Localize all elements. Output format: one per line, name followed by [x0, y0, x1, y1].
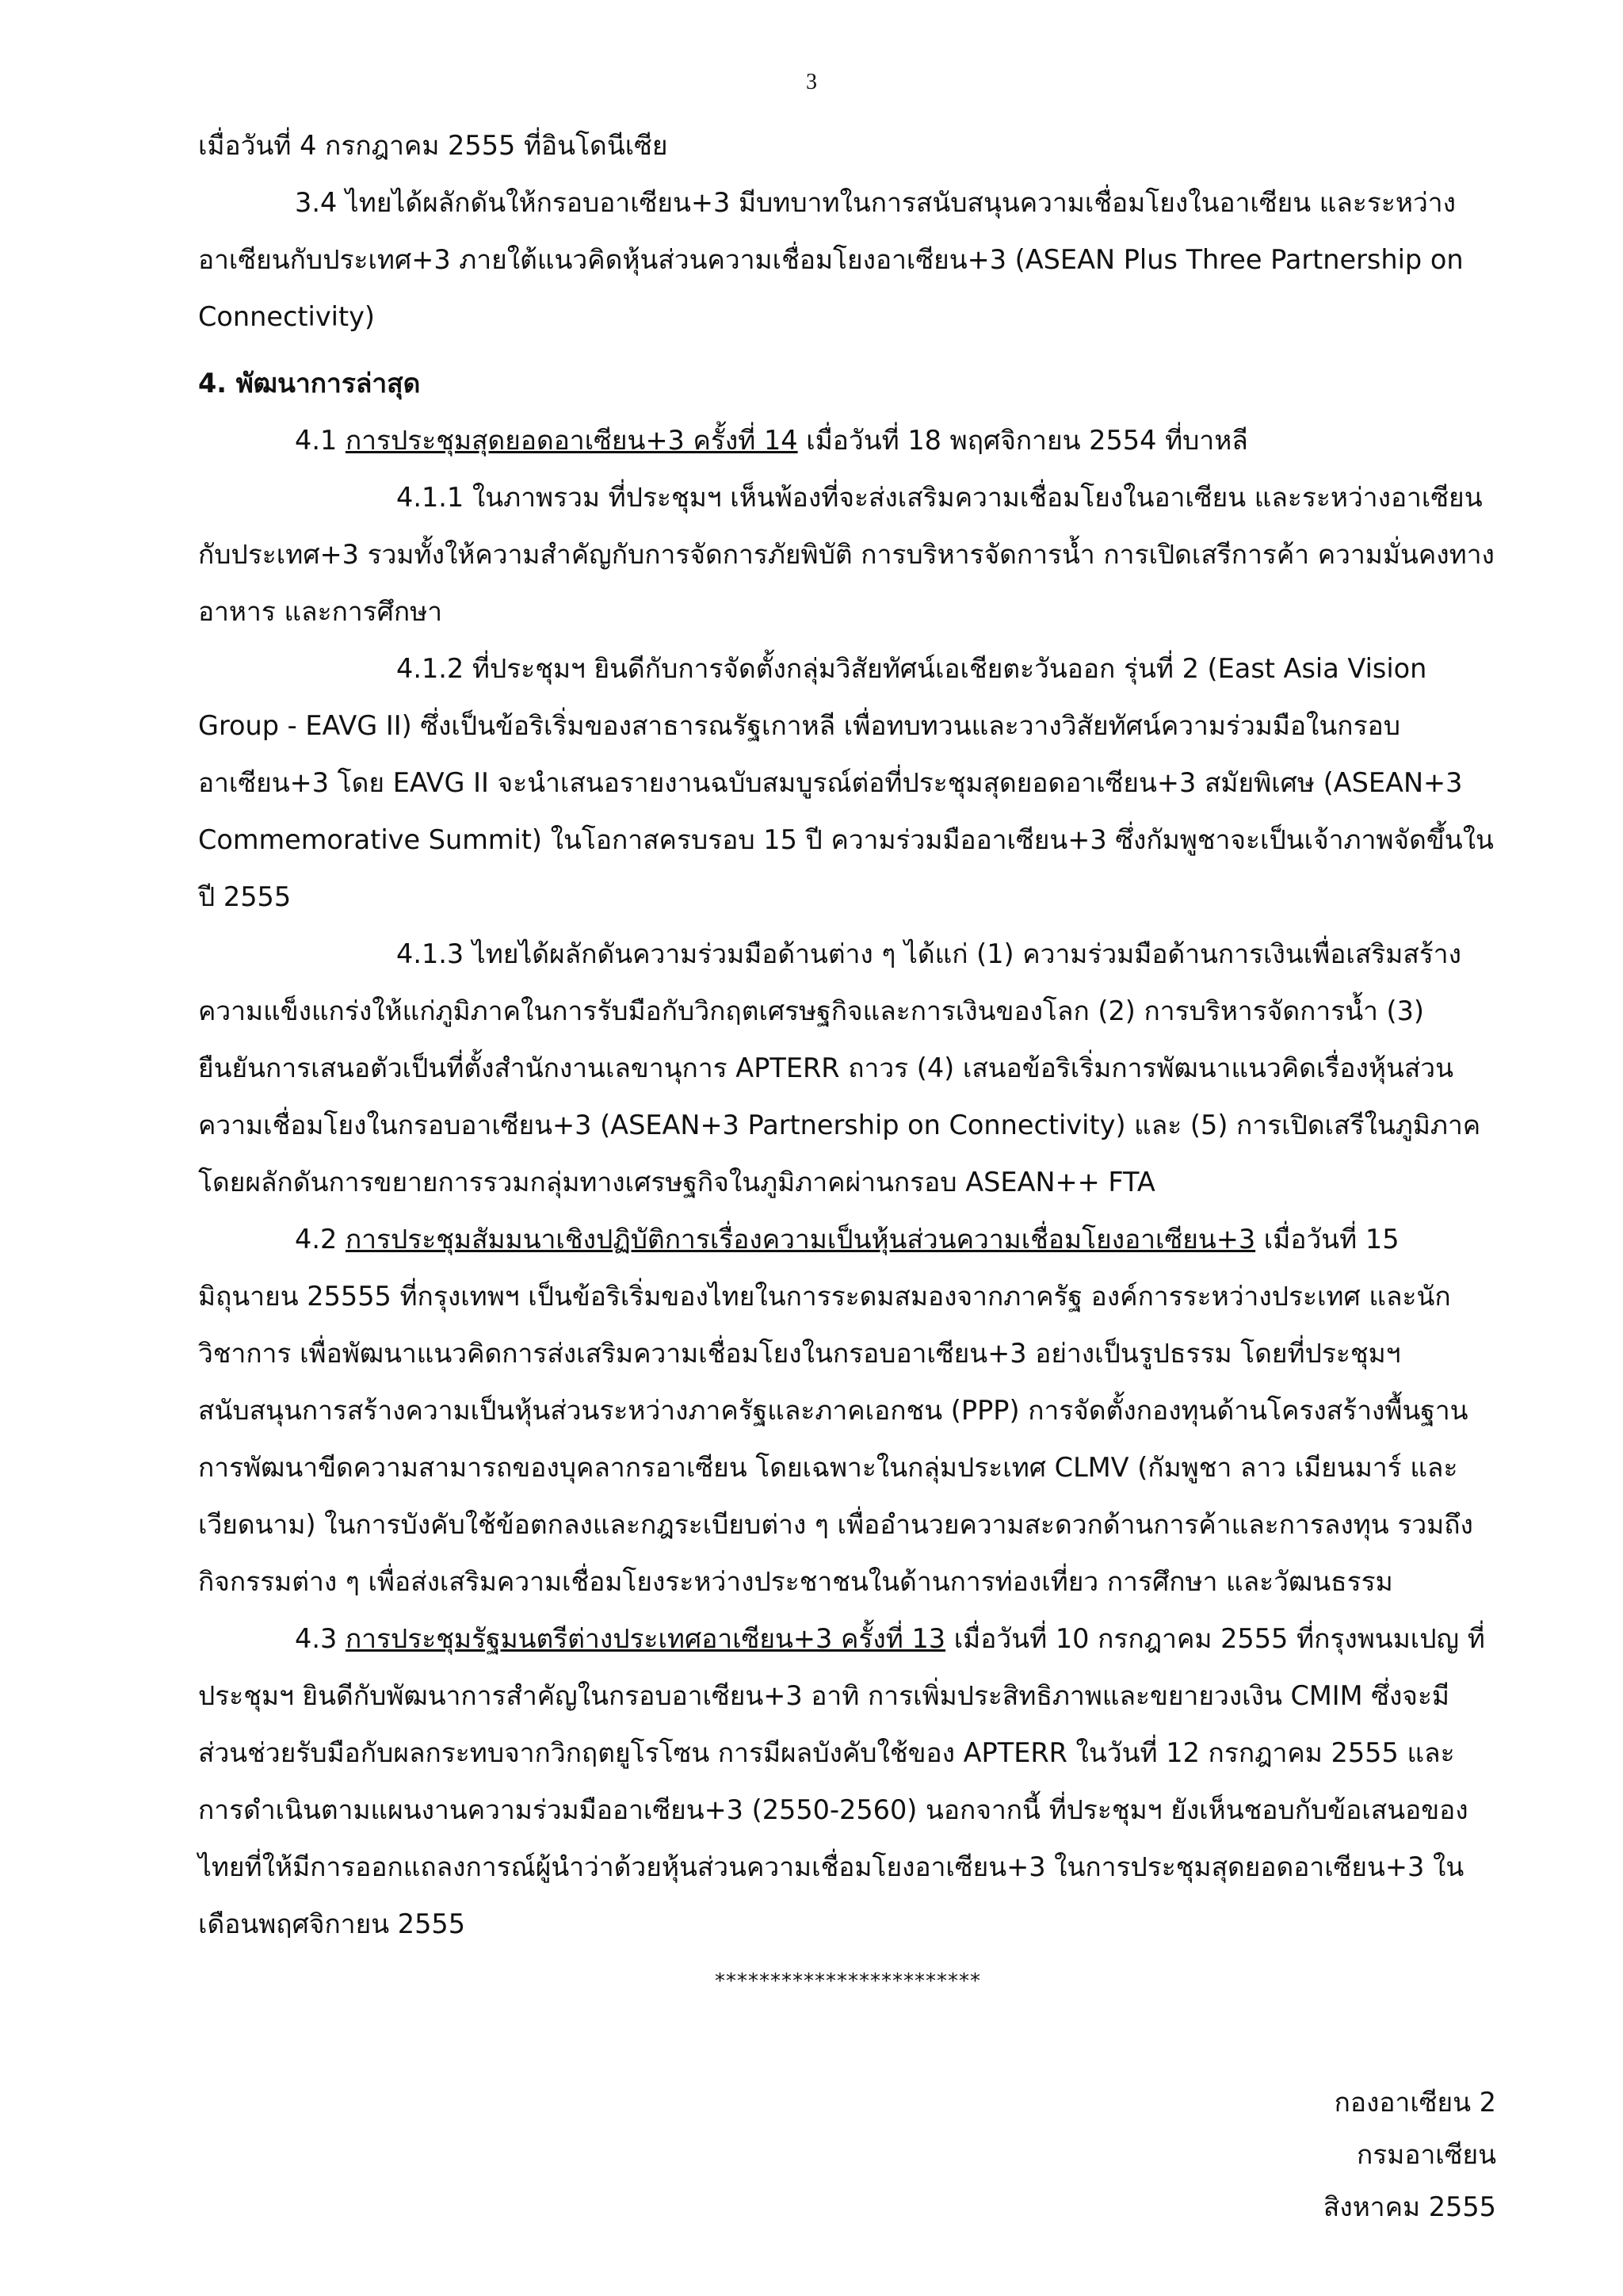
section-text: เมื่อวันที่ 10 กรกฎาคม 2555 ที่กรุงพนมเปญ ที่ประชุมฯ ยินดีกับพัฒนาการสำคัญในกรอบอาเซียน+3 อาทิ การเพิ่มประสิทธิภาพและขยายวงเงิน CMIM ซึ่งจะมีส่วนช่วยรับมือกับผลกระทบจากวิกฤตยูโรโซน การมีผลบังคับใช้ของ APTERR ในวันที่ 12 กรกฎาคม 2555 และการดำเนินตามแผนงานความร่วมมืออาเซียน+3 (2550-2560) นอกจากนี้ ที่ประชุมฯ ยังเห็นชอบกับข้อเสนอของไทยที่ให้มีการออกแถลงการณ์ผู้นำว่าด้วยหุ้นส่วนความเชื่อมโยงอาเซียน+3 ในการประชุมสุดยอดอาเซียน+3 ในเดือนพฤศจิกายน 2555	[198, 1623, 1485, 1939]
section-number: 4.2	[295, 1224, 346, 1255]
section-text: เมื่อวันที่ 15 มิถุนายน 25555 ที่กรุงเทพฯ เป็นข้อริเริ่มของไทยในการระดมสมองจากภาครัฐ องค์การระหว่างประเทศ และนักวิชาการ เพื่อพัฒนาแนวคิดการส่งเสริมความเชื่อมโยงในกรอบอาเซียน+3 อย่างเป็นรูปธรรม โดยที่ประชุมฯ สนับสนุนการสร้างความเป็นหุ้นส่วนระหว่างภาครัฐและภาคเอกชน (PPP) การจัดตั้งกองทุนด้านโครงสร้างพื้นฐาน การพัฒนาขีดความสามารถของบุคลากรอาเซียน โดยเฉพาะในกลุ่มประเทศ CLMV (กัมพูชา ลาว เมียนมาร์ และเวียดนาม) ในการบังคับใช้ข้อตกลงและกฎระเบียบต่าง ๆ เพื่ออำนวยความสะดวกด้านการค้าและการลงทุน รวมถึงกิจกรรมต่าง ๆ เพื่อส่งเสริมความเชื่อมโยงระหว่างประชาชนในด้านการท่องเที่ยว การศึกษา และวัฒนธรรม	[198, 1224, 1473, 1597]
section-heading-4: 4. พัฒนาการล่าสุด	[198, 368, 421, 399]
signature-department: กรมอาเซียน	[1356, 2139, 1496, 2170]
paragraph-3-4: 3.4 ไทยได้ผลักดันให้กรอบอาเซียน+3 มีบทบาทในการสนับสนุนความเชื่อมโยงในอาเซียน และระหว่างอาเซียนกับประเทศ+3 ภายใต้แนวคิดหุ้นส่วนความเชื่อมโยงอาเซียน+3 (ASEAN Plus Three Partnership on Connectivity)	[198, 187, 1464, 332]
paragraph-4-3	[198, 1610, 1498, 1953]
signature-block	[1323, 2076, 1496, 2233]
paragraph-continuation: เมื่อวันที่ 4 กรกฎาคม 2555 ที่อินโดนีเซีย	[198, 130, 668, 161]
paragraph-4-1-1: 4.1.1 ในภาพรวม ที่ประชุมฯ เห็นพ้องที่จะส่งเสริมความเชื่อมโยงในอาเซียน และระหว่างอาเซียนกับประเทศ+3 รวมทั้งให้ความสำคัญกับการจัดการภัยพิบัติ การบริหารจัดการน้ำ การเปิดเสรีการค้า ความมั่นคงทางอาหาร และการศึกษา	[198, 482, 1495, 627]
section-number: 4.3	[295, 1623, 346, 1654]
signature-division: กองอาเซียน 2	[1334, 2087, 1496, 2118]
paragraph-4-1-3: 4.1.3 ไทยได้ผลักดันความร่วมมือด้านต่าง ๆ ได้แก่ (1) ความร่วมมือด้านการเงินเพื่อเสริมสร้างความแข็งแกร่งให้แก่ภูมิภาคในการรับมือกับวิกฤตเศรษฐกิจและการเงินของโลก (2) การบริหารจัดการน้ำ (3) ยืนยันการเสนอตัวเป็นที่ตั้งสำนักงานเลขานุการ APTERR ถาวร (4) เสนอข้อริเริ่มการพัฒนาแนวคิดเรื่องหุ้นส่วนความเชื่อมโยงในกรอบอาเซียน+3 (ASEAN+3 Partnership on Connectivity) และ (5) การเปิดเสรีในภูมิภาค โดยผลักดันการขยายการรวมกลุ่มทางเศรษฐกิจในภูมิภาคผ่านกรอบ ASEAN++ FTA	[198, 938, 1481, 1198]
separator-line: ************************	[715, 1969, 981, 1993]
paragraph-4-1-2: 4.1.2 ที่ประชุมฯ ยินดีกับการจัดตั้งกลุ่มวิสัยทัศน์เอเชียตะวันออก รุ่นที่ 2 (East Asia Vision Group - EAVG II) ซึ่งเป็นข้อริเริ่มของสาธารณรัฐเกาหลี เพื่อทบทวนและวางวิสัยทัศน์ความร่วมมือในกรอบอาเซียน+3 โดย EAVG II จะนำเสนอรายงานฉบับสมบูรณ์ต่อที่ประชุมสุดยอดอาเซียน+3 สมัยพิเศษ (ASEAN+3 Commemorative Summit) ในโอกาสครบรอบ 15 ปี ความร่วมมืออาเซียน+3 ซึ่งกัมพูชาจะเป็นเจ้าภาพจัดขึ้นในปี 2555	[198, 653, 1494, 912]
section-title-underlined: การประชุมสัมมนาเชิงปฏิบัติการเรื่องความเป็นหุ้นส่วนความเชื่อมโยงอาเซียน+3	[345, 1224, 1256, 1255]
paragraph-4-2	[198, 1211, 1498, 1610]
section-number: 4.1	[295, 425, 346, 456]
document-body	[198, 117, 1498, 2005]
section-title-underlined: การประชุมรัฐมนตรีต่างประเทศอาเซียน+3 ครั้งที่ 13	[345, 1623, 946, 1654]
signature-date: สิงหาคม 2555	[1323, 2191, 1496, 2222]
page-number: 3	[806, 70, 817, 94]
section-text: เมื่อวันที่ 18 พฤศจิกายน 2554 ที่บาหลี	[797, 425, 1248, 456]
paragraph-4-1	[198, 412, 1498, 469]
section-title-underlined: การประชุมสุดยอดอาเซียน+3 ครั้งที่ 14	[345, 425, 798, 456]
